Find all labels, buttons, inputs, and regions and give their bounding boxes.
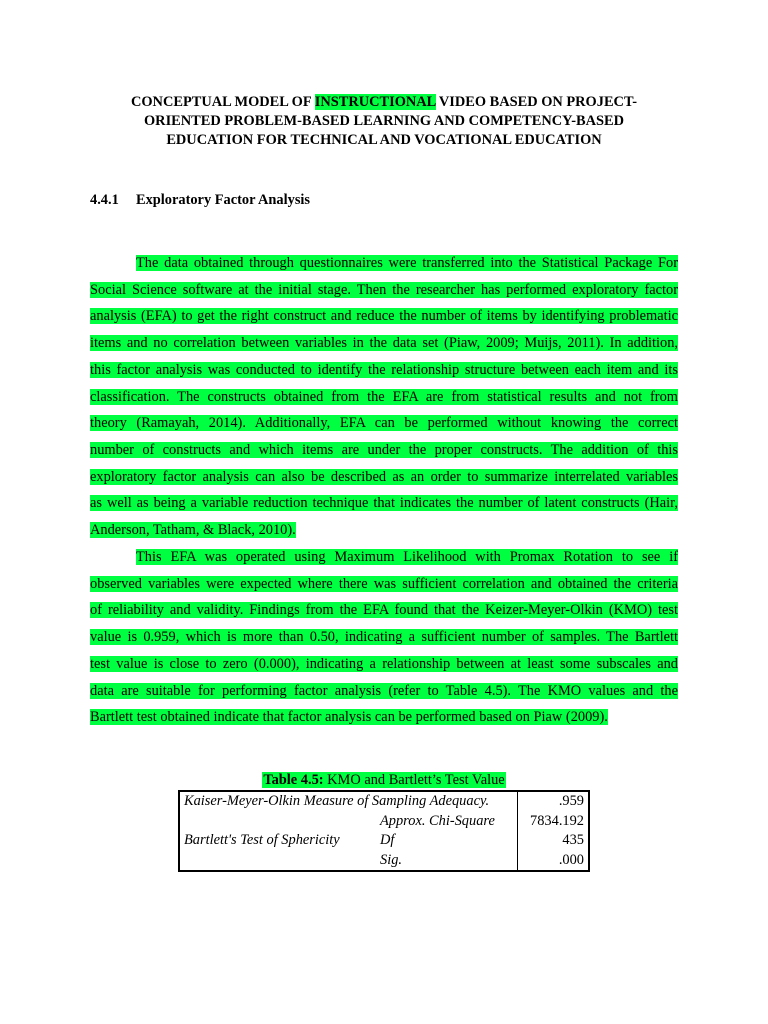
sig-label: Sig. [380, 851, 402, 868]
title-line-1: CONCEPTUAL MODEL OF INSTRUCTIONAL VIDEO BASED ON PROJECT- [130, 94, 638, 110]
paragraph-line: as well as being a variable reduction technique that indicates the number of latent constructs (Hair, [90, 495, 678, 512]
table-caption-label: Table 4.5: [263, 772, 324, 788]
chi-square-label: Approx. Chi-Square [380, 812, 495, 829]
title-line-2: ORIENTED PROBLEM-BASED LEARNING AND COMPETENCY-BASED [143, 113, 625, 129]
paragraph-line: value is 0.959, which is more than 0.50, indicating a sufficient number of samples. The Bartlett [90, 629, 678, 646]
document-title [90, 93, 678, 150]
paragraph-line: Bartlett test obtained indicate that factor analysis can be performed based on Piaw (2009). [90, 709, 608, 726]
paragraph-line: Social Science software at the initial stage. Then the researcher has performed exploratory factor [90, 281, 678, 298]
table-row [179, 791, 589, 812]
paragraph-line: Anderson, Tatham, & Black, 2010). [90, 522, 296, 538]
paragraph-line: observed variables were expected where there was sufficient correlation and obtained the criteria [90, 575, 678, 592]
paragraph-line: items and no correlation between variables in the data set (Piaw, 2009; Muijs, 2011). In addition, [90, 335, 678, 352]
section-number: 4.4.1 [90, 192, 119, 208]
table-row [179, 812, 589, 832]
kmo-label: Kaiser-Meyer-Olkin Measure of Sampling Adequacy. [184, 793, 490, 809]
section-title: Exploratory Factor Analysis [136, 192, 311, 208]
paragraph-line: of reliability and validity. Findings from the EFA found that the Keizer-Meyer-Olkin (KMO) test [90, 602, 678, 619]
sig-value: .000 [518, 851, 590, 872]
bartlett-group-label: Bartlett's Test of Sphericity [184, 832, 340, 848]
paragraph-line: number of constructs and which items are under the proper constructs. The addition of this [90, 441, 678, 458]
paragraph-line: exploratory factor analysis can also be described as an order to summarize interrelated variables [90, 468, 678, 485]
table-row [179, 831, 589, 851]
title-highlight: INSTRUCTIONAL [314, 94, 436, 110]
paragraph-line: data are suitable for performing factor analysis (refer to Table 4.5). The KMO values and the [90, 682, 678, 699]
table-caption [0, 771, 768, 789]
df-value: 435 [518, 831, 590, 851]
paragraph-line: theory (Ramayah, 2014). Additionally, EFA can be performed without knowing the correct [90, 415, 678, 432]
paragraph-line: The data obtained through questionnaires were transferred into the Statistical Package For [136, 255, 678, 271]
paragraph-line: analysis (EFA) to get the right construct and reduce the number of items by identifying problematic [90, 308, 678, 325]
title-line-3: EDUCATION FOR TECHNICAL AND VOCATIONAL EDUCATION [166, 132, 602, 148]
section-heading [90, 191, 310, 209]
chi-square-value: 7834.192 [518, 812, 590, 832]
kmo-value: .959 [518, 791, 590, 812]
df-label: Df [380, 832, 395, 848]
table-caption-text: KMO and Bartlett’s Test Value [323, 772, 505, 788]
table-row [179, 851, 589, 872]
paragraph-line: test value is close to zero (0.000), indicating a relationship between at least some subscales and [90, 655, 678, 672]
paragraph-line: this factor analysis was conducted to identify the relationship structure between each item and its [90, 361, 678, 378]
paragraph-line: This EFA was operated using Maximum Likelihood with Promax Rotation to see if [136, 549, 678, 565]
paragraph-line: classification. The constructs obtained from the EFA are from statistical results and not from [90, 388, 678, 405]
kmo-bartlett-table [178, 790, 590, 872]
